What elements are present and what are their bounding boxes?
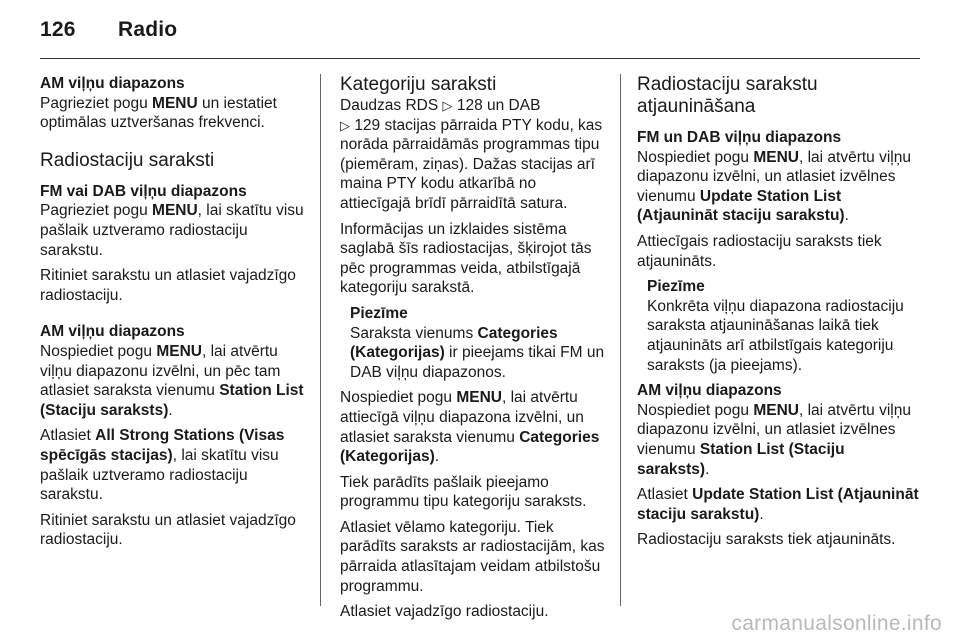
paragraph: Informācijas un izklaides sistēma saglabā šīs radiostacijas, šķirojot tās pēc programmas veida, atbilstīgajā kategoriju sarakstā.: [340, 220, 592, 297]
column-2: [340, 74, 608, 628]
paragraph: Ritiniet sarakstu un atlasiet vajadzīgo radiostaciju.: [40, 267, 296, 304]
section-heading-am: AM viļņu diapazons: [637, 382, 782, 400]
note-box: [647, 277, 920, 375]
paragraph: Nospiediet pogu MENU, lai atvērtu viļņu diapazonu izvēlni, un atlasiet izvēlnes vienumu Station List (Staciju saraksts).: [637, 401, 911, 478]
paragraph: Nospiediet pogu MENU, lai atvērtu attiecīgā viļņu diapazona izvēlni, un atlasiet saraksta vienumu Categories (Kategorijas).: [340, 389, 600, 466]
paragraph: Ritiniet sarakstu un atlasiet vajadzīgo radiostaciju.: [40, 511, 296, 549]
heading-station-lists: Radiostaciju saraksti: [40, 149, 215, 171]
section-heading-am: AM viļņu diapazons: [40, 75, 185, 92]
column-3: [637, 74, 920, 556]
note-title: Piezīme: [647, 278, 705, 296]
page-number: 126: [40, 18, 76, 41]
cross-reference-link[interactable]: 128: [456, 97, 483, 114]
paragraph: Pagrieziet pogu MENU un iestatiet optimālas uztveršanas frekvenci.: [40, 94, 277, 132]
column-divider-2: [620, 74, 621, 606]
paragraph: Daudzas RDS ▷ 128 un DAB ▷ 129 stacijas pārraida PTY kodu, kas norāda pārraidāmās programmas tipu (piemēram, ziņas). Dažas stacijas arī maina PTY kodu atkarībā no attiecīgajā brīdī pārraidītā satura.: [340, 97, 603, 212]
cross-reference-icon: ▷: [442, 98, 453, 113]
cross-reference-link[interactable]: 129: [354, 116, 381, 134]
note-box: [350, 304, 608, 382]
paragraph: Nospiediet pogu MENU, lai atvērtu viļņu diapazonu izvēlni, un pēc tam atlasiet saraksta vienumu Station List (Staciju saraksts).: [40, 342, 304, 419]
paragraph: Nospiediet pogu MENU, lai atvērtu viļņu diapazonu izvēlni, un atlasiet izvēlnes vienumu Update Station List (Atjaunināt staciju sarakstu).: [637, 148, 911, 225]
column-1: [40, 74, 308, 556]
paragraph: Atlasiet vēlamo kategoriju. Tiek parādīts saraksts ar radiostacijām, kas pārraida atlasītajam veidam atbilstošu programmu.: [340, 518, 605, 595]
note-text: Konkrēta viļņu diapazona radiostaciju saraksta atjaunināšanas laikā tiek atjaunināts arī atbilstīgais kategoriju saraksts (ja pieejams).: [647, 297, 904, 374]
section-heading-fm-dab: FM vai DAB viļņu diapazons: [40, 182, 247, 200]
paragraph: Pagrieziet pogu MENU, lai skatītu visu pašlaik uztveramo radiostaciju sarakstu.: [40, 202, 304, 259]
paragraph: Atlasiet All Strong Stations (Visas spēcīgās stacijas), lai skatītu visu pašlaik uztveramo radiostaciju sarakstu.: [40, 427, 285, 504]
section-heading-am-2: AM viļņu diapazons: [40, 323, 185, 341]
paragraph: Tiek parādīts pašlaik pieejamo programmu tipu kategoriju saraksts.: [340, 473, 587, 511]
paragraph: Radiostaciju saraksts tiek atjaunināts.: [637, 531, 896, 549]
paragraph: Atlasiet Update Station List (Atjaunināt staciju sarakstu).: [637, 486, 919, 523]
heading-update-lists: Radiostaciju sarakstu atjaunināšana: [637, 74, 818, 117]
note-title: Piezīme: [350, 304, 408, 322]
heading-category-lists: Kategoriju saraksti: [340, 74, 497, 95]
note-text: Saraksta vienums Categories (Kategorijas) ir pieejams tikai FM un DAB viļņu diapazonos.: [350, 324, 605, 381]
section-heading-fm-dab: FM un DAB viļņu diapazons: [637, 129, 842, 146]
column-divider-1: [320, 74, 321, 606]
cross-reference-icon: ▷: [340, 117, 350, 133]
paragraph: Attiecīgais radiostaciju saraksts tiek atjaunināts.: [637, 232, 882, 270]
page-title: Radio: [118, 18, 178, 41]
watermark: carmanualsonline.info: [731, 612, 942, 635]
header-rule: [40, 58, 920, 59]
paragraph: Atlasiet vajadzīgo radiostaciju.: [340, 603, 549, 621]
page-header: [40, 18, 177, 42]
